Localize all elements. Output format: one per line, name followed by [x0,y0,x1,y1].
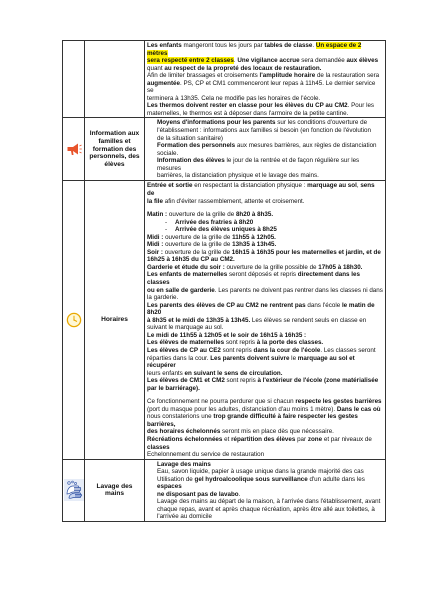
megaphone-icon [66,142,82,156]
text-run: mangeront tous les jours par [183,42,265,49]
text-line [147,135,383,143]
text-line [147,370,383,378]
text-run: sont repris [224,377,258,385]
content-cell [145,459,386,521]
text-run: gel hydroalcoolique sous surveillance [194,475,308,483]
text-line [147,95,383,103]
text-line [147,211,383,219]
text-line [147,182,383,197]
text-line [147,413,383,428]
row-label-line: élèves [104,161,125,169]
row-label-line: Horaires [101,316,128,324]
text-line [147,347,383,355]
text-line [147,72,383,80]
text-run: Les enfants de maternelles [147,271,228,279]
text-run: aux élèves [346,57,379,65]
text-run: aux mesures barrières, aux règles de distanciation [235,142,377,150]
text-run: Un espace de 2 mètres [147,42,362,57]
text-run: dans la cour de l'école [253,346,321,354]
text-line [147,80,383,95]
text-run: la file [147,197,163,205]
text-run: Midi : [147,241,166,249]
text-run: . [233,57,238,65]
text-line [147,355,383,370]
text-run: ou en salle de garderie [147,286,215,294]
row-label-lavage [85,483,144,499]
text-run: Les élèves de CP au CE2 [147,346,221,354]
row-label-line: personnels, des [89,153,140,161]
text-run: Lavage des mains [157,460,211,468]
text-line [147,249,383,257]
text-run: . Les parents ne doivent pas rentrer dans les classes ni dans [214,286,383,294]
text-run: Une vigilance accrue [237,57,300,65]
text-line [147,127,383,135]
text-run: . [238,490,241,498]
text-run: afin d'éviter rassemblement, attente et croisement. [162,197,305,205]
text-run: le jour de la rentrée et de façon régulière sur les mesures [157,157,360,172]
text-line [147,102,383,110]
text-run: seront mis en place dès que nécessaire. [220,428,334,436]
text-run: Lavage des mains au départ de la maison, à l'arrivée dans l'établissement, avant [157,498,381,506]
table-row-information [63,118,386,181]
icon-cell [63,459,85,521]
icon-cell [63,181,85,459]
text-run: l'amplitude horaire [259,72,316,80]
text-line [147,234,383,242]
text-run: Les enfants [147,42,184,49]
text-run: marquage au sol [307,182,357,190]
text-run: au respect de la propreté des locaux de restauration. [164,64,322,72]
text-run: Information des élèves [157,157,225,165]
text-run: trop grande difficulté à faire respecter les gestes barrières, [147,413,358,428]
text-run: Les parents des élèves de CP au CM2 ne rentrent pas [147,301,306,309]
text-run: en suivant le sens de circulation. [184,369,283,377]
text-run: Les élèves de maternelles [147,339,225,347]
text-line [147,226,383,234]
text-run: , [356,182,361,190]
text-line [147,406,383,414]
row-label-line: familles et [98,137,131,145]
text-line [147,57,383,65]
text-run: 16h15 à 16h35 pour les maternelles et jardin, et de [231,248,381,256]
text-run: 11h55 à 12h05. [232,233,276,241]
text-run: . PS, CP et CM1 commenceront leur repas à 11h45. Le dernier service se [147,79,376,95]
text-run: classes [147,443,170,451]
text-run: répartition des élèves [231,435,296,443]
row-label-information [85,130,144,169]
text-run: des horaires échelonnés [147,428,221,436]
text-run: sens de [147,182,375,198]
text-line [147,476,383,491]
text-run: Le midi de 11h55 à 12h05 et le soir de 16h15 à 16h35 : [147,331,307,339]
text-line [147,119,383,127]
text-run: suivant le marquage au sol. [147,324,224,332]
text-line [147,468,383,476]
text-run: Ce fonctionnement ne pourra perdurer que si chacun [147,398,296,406]
text-line [147,172,383,180]
row-label-line: formation des [92,145,137,153]
label-cell [85,459,145,521]
text-line [147,287,383,295]
text-run: quant [147,64,165,72]
text-run: marquage au sol et récupérer [147,354,355,370]
text-line [147,436,383,444]
text-line [147,42,383,57]
protocol-table [62,40,386,522]
text-line [147,428,383,436]
text-run: - [165,226,168,234]
text-line [147,157,383,172]
text-line [147,294,383,302]
text-line [147,264,383,272]
clock-icon [66,312,82,328]
label-cell-empty [85,41,145,118]
text-run: de la restauration sera [315,72,380,80]
text-run: Eau, savon liquide, papier à usage unique dans la grande majorité des cas [157,468,364,476]
text-run: sur les conditions d'ouverture de [275,119,368,127]
text-run: sociale. [157,149,179,157]
text-run: 13h35 à 13h45. [232,241,277,249]
text-line [147,142,383,150]
text-run: Garderie et étude du soir : [147,263,227,271]
text-run: ouverture de la grille de [165,241,233,249]
label-cell [85,118,145,181]
text-run: dans l'école [305,301,342,309]
text-run: . Pour les [347,102,375,110]
text-run: Les élèves se rendent seuls en classe en [250,316,367,324]
text-line [147,444,383,452]
text-run: Entrée et sortie [147,182,193,190]
text-line [147,398,383,406]
text-run: Les thermos doivent rester en classe pour les élèves du CP au CM2 [147,102,348,110]
horaires-text [145,181,385,458]
text-run: Echelonnement du service de restauration [147,451,265,459]
text-run: par le barriérage). [147,384,200,392]
text-run: nous constaterions une [147,413,214,421]
text-run: chaque repas, avant et après chaque récréation, après être allé aux toilettes, à [157,505,375,513]
row-label-line: Lavage des [96,482,133,490]
text-line [147,513,383,521]
text-run: sont repris [220,346,254,354]
row-label-line: mains [104,490,125,498]
label-cell [85,181,145,459]
table-row-horaires [63,181,386,459]
text-run: réparties dans la cour. [147,354,211,362]
text-run: 17h05 à 18h30. [318,263,363,271]
text-run: ne disposant pas de lavabo [157,490,239,498]
content-cell [145,118,386,181]
text-run: Formation des personnels [157,142,236,150]
text-run: le [289,354,298,362]
text-run: terminera à 13h35. Cela ne modifie pas les horaires de l'école. [147,94,321,102]
text-run: Arrivée des élèves uniques à 8h25 [175,226,277,234]
text-run: et par niveaux de [322,435,372,443]
text-run: 8h20 à 8h35. [235,211,274,219]
text-run: Matin : [147,211,169,219]
icon-cell [63,118,85,181]
text-line [147,339,383,347]
text-line [147,198,383,206]
text-run: à 8h35 et le midi de 13h35 à 13h45. [147,316,251,324]
text-run: (port du masque pour les adultes, distanciation d'au moins 1 mètre). [147,405,337,413]
text-line [147,150,383,158]
text-run: et [222,435,232,443]
text-run: augmentée [147,79,180,87]
text-run: Midi : [147,233,166,241]
row-label-line: Information aux [89,129,140,137]
text-line [147,332,383,340]
text-run: Les élèves de CM1 et CM2 [147,377,225,385]
restauration-text [145,41,385,117]
text-line [147,461,383,469]
text-run: - [165,218,168,226]
text-run: Soir : [147,248,165,256]
text-run: le matin de 8h20 [147,301,375,317]
text-line [147,317,383,325]
text-run: zone [307,435,323,443]
icon-cell-empty [63,41,85,118]
text-run: de la situation sanitaire) [157,134,224,142]
text-run: sera demandée [299,57,347,65]
text-line [147,506,383,514]
text-run: . [312,42,316,49]
text-line [147,219,383,227]
text-run: maternelles, le thermos est à déposer dans l'armoire de la petite cantine. [147,109,349,117]
text-line [147,324,383,332]
text-line [147,241,383,249]
text-run: respecte les gestes barrières [295,398,382,406]
text-line [147,256,383,264]
text-run: Arrivée des fratries à 8h20 [175,218,254,226]
text-run: la garderie. [147,294,179,302]
content-cell [145,181,386,459]
text-run: barrières, la distanciation physique et le lavage des mains. [157,172,319,180]
text-run: l'établissement : informations aux familles si besoin (en fonction de l'évolution [157,127,371,135]
text-run: Afin de limiter brassages et croisements [147,72,260,80]
text-line [147,302,383,317]
table-row-lavage [63,459,386,521]
text-run: d'un adulte dans les [307,475,365,483]
text-run: espaces [157,483,182,491]
information-text [145,118,385,179]
text-run: sera respecté entre 2 classes [147,57,234,65]
table-row-restauration [63,41,386,118]
text-run: tables de classe [264,42,313,49]
text-run: ouverture de la grille possible de [226,263,319,271]
text-line [147,65,383,73]
text-run: leurs enfants [147,369,185,377]
text-line [147,498,383,506]
text-line [147,385,383,393]
text-run: à l'extérieur de l'école (zone matérialisée [257,377,379,385]
text-run: 16h25 à 16h35 du CP au CM2. [147,256,235,264]
text-line [147,271,383,286]
row-label-horaires [85,316,144,324]
text-run: sont repris [224,339,257,347]
text-run: Récréations échelonnées [147,435,223,443]
text-run: Utilisation de [157,475,195,483]
text-run: ouverture de la grille de [168,211,236,219]
content-cell [145,41,386,118]
text-line [147,377,383,385]
text-run: ouverture de la grille de [164,248,232,256]
text-run: . Les classes seront [320,346,376,354]
handwashing-icon [64,479,84,501]
text-run: à la porte des classes. [256,339,324,347]
text-run: ouverture de la grille de [165,233,233,241]
text-line [147,491,383,499]
text-run: Dans le cas où [336,405,381,413]
text-run: directement dans les classes [147,271,360,287]
text-run: seront déposés et repris [227,271,298,279]
text-run: par [295,435,308,443]
text-run: en respectant la distanciation physique : [192,182,308,190]
text-run: Moyens d'informations pour les parents [157,119,276,127]
text-line [147,451,383,459]
lavage-text [145,460,385,521]
text-run: l'arrivée au domicile [157,513,213,521]
text-run: Les parents doivent suivre [210,354,290,362]
text-line [147,110,383,118]
